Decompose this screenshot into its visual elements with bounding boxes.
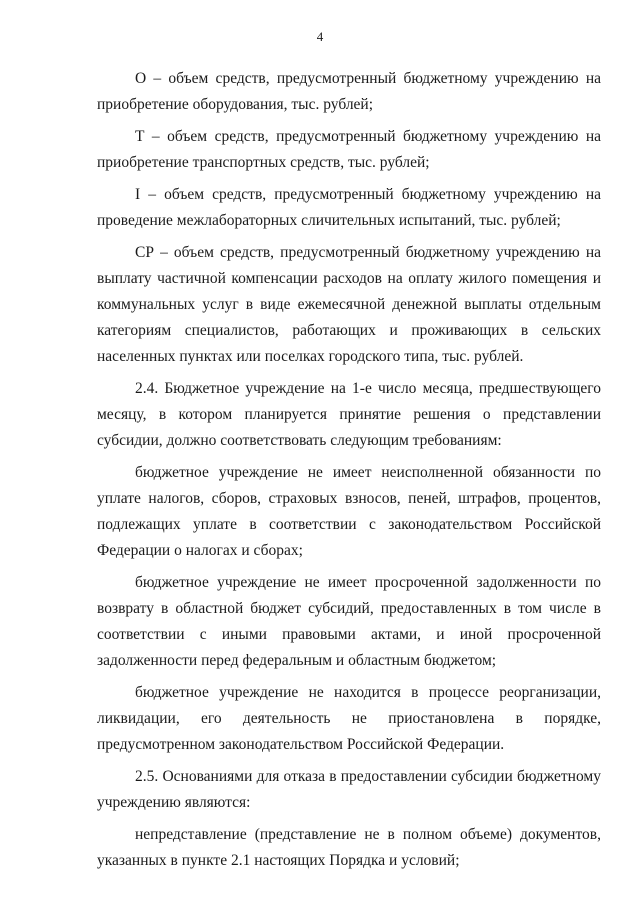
- paragraph-2-5: 2.5. Основаниями для отказа в предоставлении субсидии бюджетному учреждению являются:: [97, 768, 601, 811]
- document-body: [97, 66, 601, 874]
- paragraph-requirement-taxes: бюджетное учреждение не имеет неисполненной обязанности по уплате налогов, сборов, страховых взносов, пеней, штрафов, процентов, подлежащих уплате в соответствии с законодательством Российской Федерации о налогах и сборах;: [97, 464, 601, 559]
- paragraph-i-tests: I – объем средств, предусмотренный бюджетному учреждению на проведение межлабораторных сличительных испытаний, тыс. рублей;: [97, 186, 601, 229]
- page-number: 4: [316, 29, 324, 44]
- paragraph-o-equipment: О – объем средств, предусмотренный бюджетному учреждению на приобретение оборудования, тыс. рублей;: [97, 70, 601, 113]
- paragraph-requirement-reorganization: бюджетное учреждение не находится в процессе реорганизации, ликвидации, его деятельность не приостановлена в порядке, предусмотренном законодательством Российской Федерации.: [97, 684, 601, 753]
- paragraph-refusal-documents: непредставление (представление не в полном объеме) документов, указанных в пункте 2.1 настоящих Порядка и условий;: [97, 826, 601, 869]
- paragraph-sr-compensation: СР – объем средств, предусмотренный бюджетному учреждению на выплату частичной компенсации расходов на оплату жилого помещения и коммунальных услуг в виде ежемесячной денежной выплаты отдельным категориям специалистов, работающих и проживающих в сельских населенных пунктах или поселках городского типа, тыс. рублей.: [97, 244, 601, 365]
- paragraph-requirement-debt: бюджетное учреждение не имеет просроченной задолженности по возврату в областной бюджет субсидий, предоставленных в том числе в соответствии с иными правовыми актами, и иной просроченной задолженности перед федеральным и областным бюджетом;: [97, 574, 601, 669]
- paragraph-2-4: 2.4. Бюджетное учреждение на 1-е число месяца, предшествующего месяцу, в котором планируется принятие решения о представлении субсидии, должно соответствовать следующим требованиям:: [97, 380, 601, 449]
- paragraph-t-transport: Т – объем средств, предусмотренный бюджетному учреждению на приобретение транспортных средств, тыс. рублей;: [97, 128, 601, 171]
